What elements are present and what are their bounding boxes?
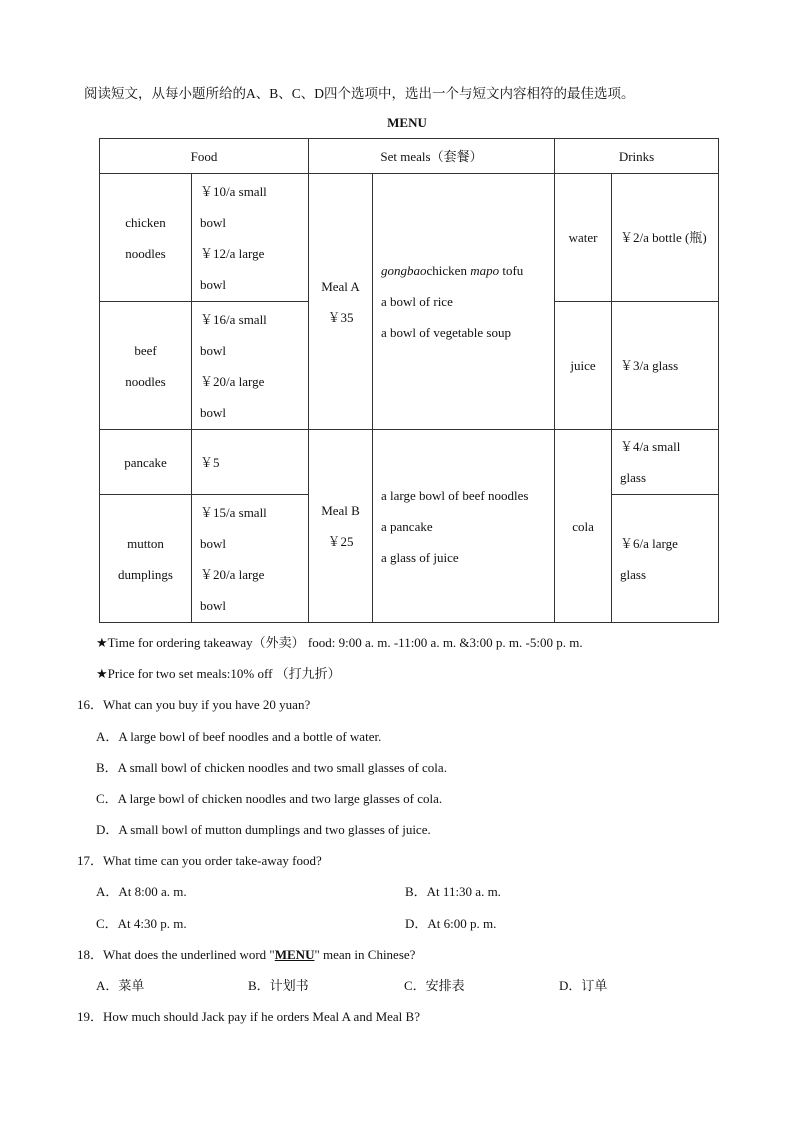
drink-name-juice: juice	[555, 302, 612, 430]
question-16-option-a: A．A large bowl of beef noodles and a bottle of water.	[96, 729, 382, 744]
food-name-mutton-dumplings: mutton dumplings	[100, 495, 192, 623]
question-16-stem: 16．What can you buy if you have 20 yuan?	[77, 697, 311, 712]
header-set-meals: Set meals（套餐）	[309, 139, 555, 174]
menu-table	[99, 138, 719, 623]
set-meal-a-name: Meal A ￥35	[309, 174, 373, 430]
question-18-option-c: C．安排表	[404, 978, 465, 993]
food-name-beef-noodles: beef noodles	[100, 302, 192, 430]
set-meal-b-name: Meal B ￥25	[309, 430, 373, 623]
drink-price-water: ￥2/a bottle (瓶)	[612, 174, 719, 302]
set-meal-b-items: a large bowl of beef noodles a pancake a glass of juice	[373, 430, 555, 623]
set-meal-a-items: gongbaochicken mapo tofu a bowl of rice a bowl of vegetable soup	[373, 174, 555, 430]
food-price-mutton-dumplings: ￥15/a small bowl ￥20/a large bowl	[192, 495, 309, 623]
question-17-option-d: D．At 6:00 p. m.	[405, 916, 497, 931]
question-16-option-d: D．A small bowl of mutton dumplings and two glasses of juice.	[96, 822, 431, 837]
question-17-stem: 17．What time can you order take-away food?	[77, 853, 322, 868]
question-17-option-c: C．At 4:30 p. m.	[96, 916, 187, 931]
header-food: Food	[100, 139, 309, 174]
drink-price-cola-large: ￥6/a large glass	[612, 495, 719, 623]
drink-name-water: water	[555, 174, 612, 302]
food-price-pancake: ￥5	[192, 430, 309, 495]
food-name-pancake: pancake	[100, 430, 192, 495]
note-takeaway-time: ★Time for ordering takeaway（外卖） food: 9:00 a. m. -11:00 a. m. &3:00 p. m. -5:00 p. m.	[96, 635, 583, 650]
food-price-beef-noodles: ￥16/a small bowl ￥20/a large bowl	[192, 302, 309, 430]
question-18-option-a: A．菜单	[96, 978, 145, 993]
food-name-chicken-noodles: chicken noodles	[100, 174, 192, 302]
question-18-option-d: D．订单	[559, 978, 608, 993]
menu-title: MENU	[387, 115, 427, 130]
instruction-text: 阅读短文，从每小题所给的A、B、C、D四个选项中，选出一个与短文内容相符的最佳选项。	[84, 86, 635, 101]
question-17-option-b: B．At 11:30 a. m.	[405, 884, 501, 899]
question-17-option-a: A．At 8:00 a. m.	[96, 884, 187, 899]
header-drinks: Drinks	[555, 139, 719, 174]
question-18-option-b: B．计划书	[248, 978, 309, 993]
food-price-chicken-noodles: ￥10/a small bowl ￥12/a large bowl	[192, 174, 309, 302]
question-18-stem: 18．What does the underlined word "MENU" mean in Chinese?	[77, 947, 416, 962]
drink-price-juice: ￥3/a glass	[612, 302, 719, 430]
question-19-stem: 19．How much should Jack pay if he orders Meal A and Meal B?	[77, 1009, 420, 1024]
underlined-word: MENU	[274, 947, 315, 962]
question-16-option-c: C．A large bowl of chicken noodles and two large glasses of cola.	[96, 791, 443, 806]
drink-name-cola: cola	[555, 430, 612, 623]
note-discount: ★Price for two set meals:10% off （打九折）	[96, 666, 341, 681]
drink-price-cola-small: ￥4/a small glass	[612, 430, 719, 495]
question-16-option-b: B．A small bowl of chicken noodles and two small glasses of cola.	[96, 760, 447, 775]
